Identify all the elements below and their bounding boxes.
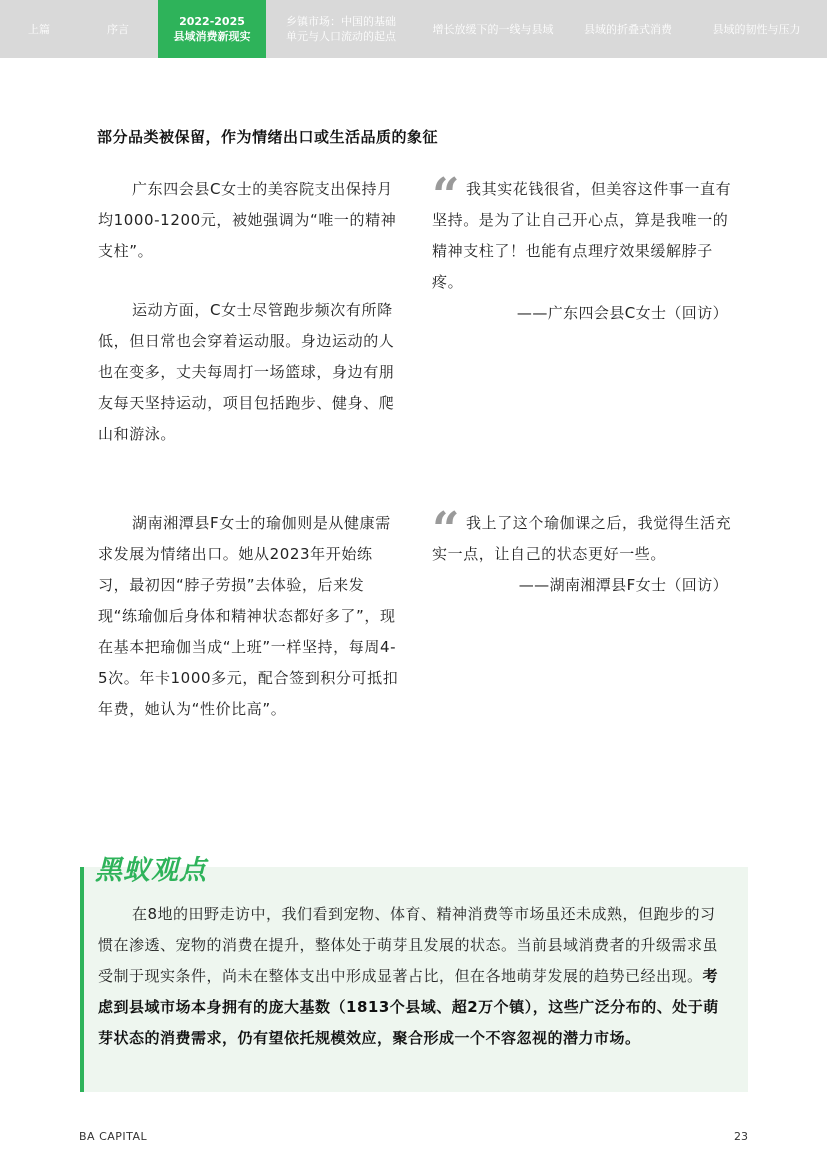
quote-source: ——湖南湘潭县F女士（回访）	[518, 576, 728, 594]
section-heading: 部分品类被保留，作为情绪出口或生活品质的象征	[97, 128, 439, 146]
opinion-title: 黑蚁观点	[95, 855, 207, 886]
quote-mark-icon: “	[432, 168, 460, 224]
paragraph-beauty-spending: 广东四会县C女士的美容院支出保持月均1000-1200元，被她强调为“唯一的精神支柱”。	[98, 180, 397, 260]
nav-tab-preface[interactable]: 序言	[107, 22, 129, 36]
paragraph-yoga: 湖南湘潭县F女士的瑜伽则是从健康需求发展为情绪出口。她从2023年开始练习，最初因“脖子劳损”去体验，后来发现“练瑜伽后身体和精神状态都好多了”，现在基本把瑜伽当成“上班”一样坚持，每周4-5次。年卡1000多元，配合签到积分可抵扣年费，她认为“性价比高”。	[98, 514, 399, 718]
page-number: 23	[734, 1130, 748, 1143]
opinion-text-plain: 在8地的田野走访中，我们看到宠物、体育、精神消费等市场虽还未成熟，但跑步的习惯在渗透、宠物的消费在提升，整体处于萌芽且发展的状态。当前县域消费者的升级需求虽受制于现实条件，尚未在整体支出中形成显著占比，但在各地萌芽发展的趋势已经出现。	[98, 905, 719, 985]
nav-tab-part1[interactable]: 上篇	[28, 22, 50, 36]
nav-tab-folded-consumption[interactable]: 县域的折叠式消费	[584, 22, 672, 36]
quote-block-f	[432, 502, 732, 601]
nav-tab-county-consumption-reality[interactable]: 2022-2025 县域消费新现实	[158, 0, 266, 58]
quote-text: 我其实花钱很省，但美容这件事一直有坚持。是为了让自己开心点，算是我唯一的精神支柱了！也能有点理疗效果缓解脖子疼。	[432, 180, 732, 291]
nav-tab-resilience-pressure[interactable]: 县域的韧性与压力	[712, 22, 801, 36]
quote-mark-icon: “	[432, 502, 460, 558]
quote-block-c	[432, 168, 732, 329]
footer-brand: BA CAPITAL	[79, 1130, 148, 1143]
quote-source: ——广东四会县C女士（回访）	[516, 304, 728, 322]
nav-tab-township-market[interactable]: 乡镇市场：中国的基础 单元与人口流动的起点	[286, 15, 396, 43]
paragraph-sports: 运动方面，C女士尽管跑步频次有所降低，但日常也会穿着运动服。身边运动的人也在变多，丈夫每周打一场篮球，身边有朋友每天坚持运动，项目包括跑步、健身、爬山和游泳。	[98, 301, 395, 443]
quote-text: 我上了这个瑜伽课之后，我觉得生活充实一点，让自己的状态更好一些。	[432, 514, 732, 563]
opinion-text-bold: 考虑到县域市场本身拥有的庞大基数（1813个县域、超2万个镇），这些广泛分布的、处于萌芽状态的消费需求，仍有望依托规模效应，聚合形成一个不容忽视的潜力市场。	[98, 967, 719, 1047]
nav-tab-growth-slowdown[interactable]: 增长放缓下的一线与县域	[432, 22, 554, 36]
top-navigation	[0, 0, 827, 58]
opinion-text	[98, 899, 730, 1054]
